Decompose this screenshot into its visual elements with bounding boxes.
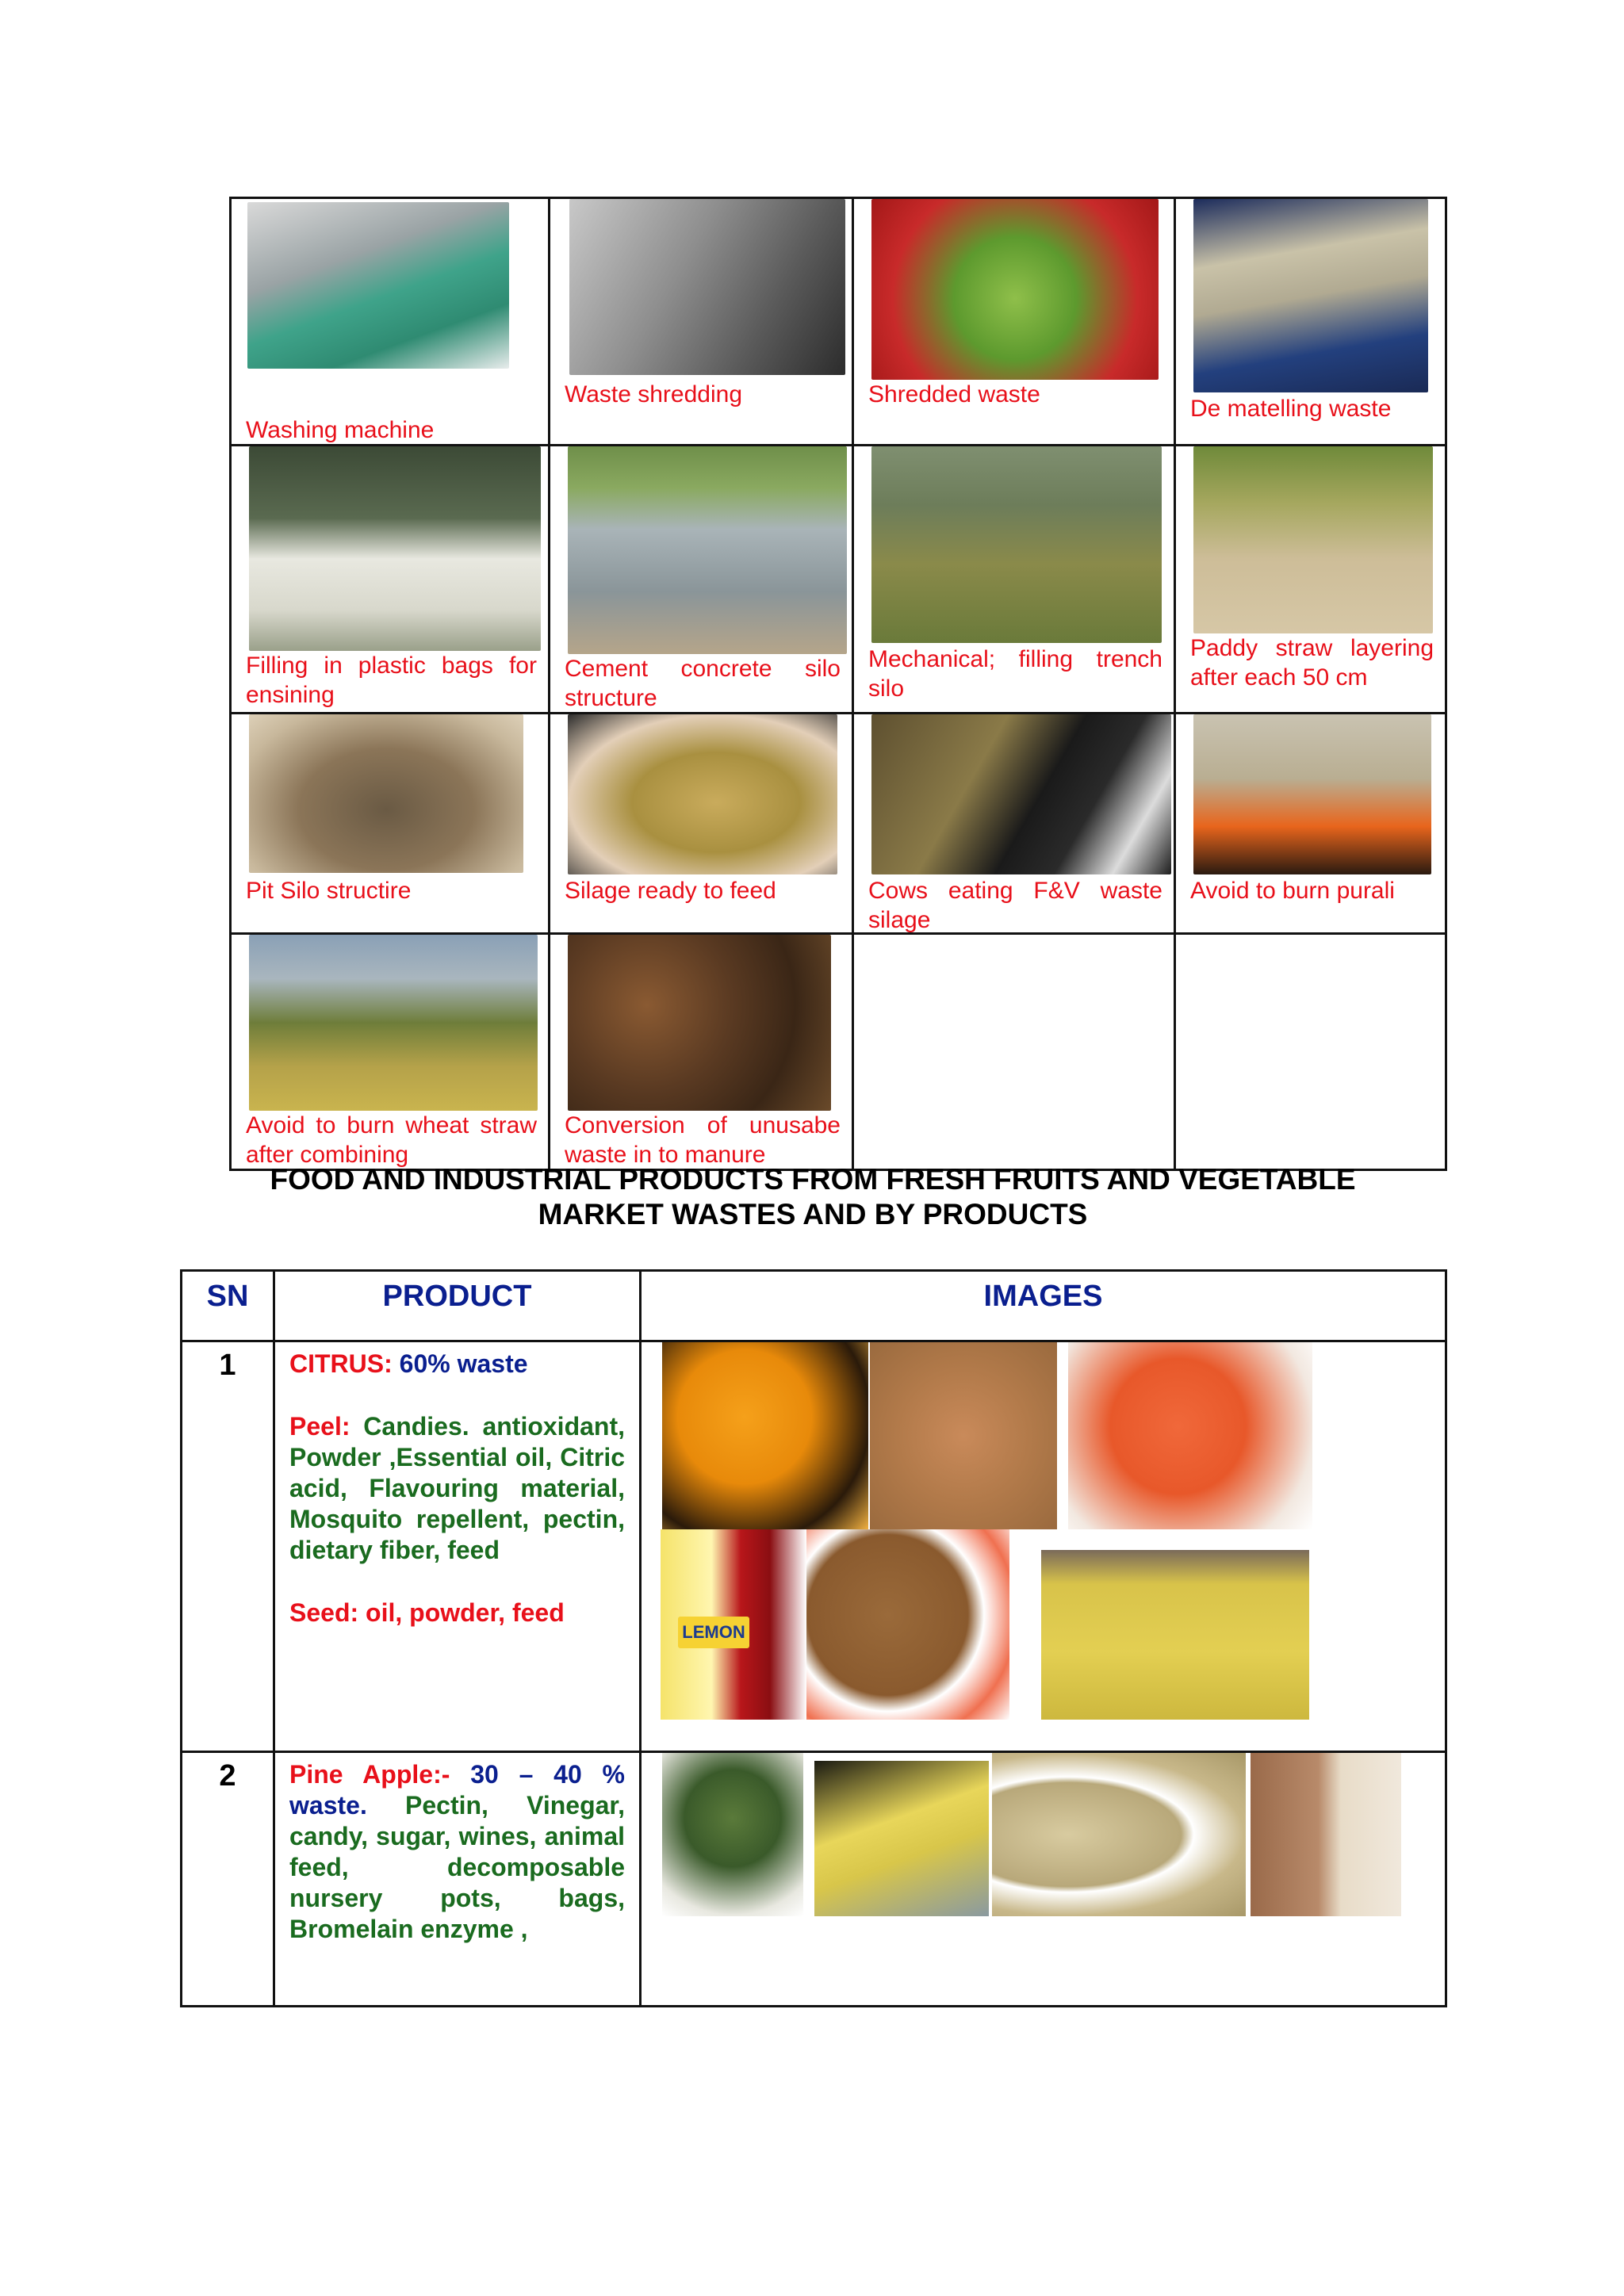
section-heading <box>190 1162 1435 1232</box>
photo-fiber-bags <box>1251 1753 1401 1916</box>
photo-burning-purali <box>1193 714 1431 874</box>
photo-cell <box>853 198 1175 446</box>
photo-concrete-silo <box>568 446 847 654</box>
photo-cell <box>853 714 1175 934</box>
photo-orange-peel <box>662 1342 868 1529</box>
photo-pit-silo <box>249 714 523 873</box>
product-table <box>180 1269 1447 2007</box>
caption: De matelling waste <box>1190 396 1392 422</box>
citrus-images <box>641 1341 1446 1752</box>
photo-cows-eating <box>871 714 1171 874</box>
photo-cell <box>231 934 550 1170</box>
photo-waste-shredding <box>569 199 845 375</box>
photo-silage-ready <box>568 714 837 874</box>
caption: Shredded waste <box>868 381 1040 408</box>
photo-plastic-bags <box>249 446 541 651</box>
photo-wheat-straw <box>249 935 538 1111</box>
caption: Waste shredding <box>565 381 743 408</box>
caption: Avoid to burn purali <box>1190 878 1395 904</box>
empty-cell <box>1175 934 1446 1170</box>
caption: Pit Silo structire <box>246 878 412 904</box>
photo-shredded-waste <box>871 199 1159 380</box>
photo-pineapple-candy <box>814 1761 989 1916</box>
peel-label: Peel: <box>289 1412 350 1441</box>
photo-candied-peel <box>1068 1342 1312 1529</box>
photo-grid <box>229 197 1447 1171</box>
photo-cell <box>550 934 853 1170</box>
photo-peel-powder <box>806 1529 1009 1720</box>
photo-cell <box>231 446 550 714</box>
photo-cell <box>853 446 1175 714</box>
row-sn: 2 <box>182 1752 274 2007</box>
caption: Mechanical; filling trench silo <box>868 646 1162 702</box>
photo-lemon-oil-bottle <box>661 1529 806 1720</box>
product-name: Pine Apple:- <box>289 1760 450 1789</box>
photo-nursery-pots <box>992 1753 1246 1916</box>
pineapple-images <box>641 1752 1446 2007</box>
photo-pineapple-crown <box>662 1753 803 1916</box>
bottle-label: LEMON <box>678 1617 749 1648</box>
row-sn: 1 <box>182 1341 274 1752</box>
photo-trench-silo <box>871 446 1162 643</box>
header-product: PRODUCT <box>274 1271 641 1341</box>
photo-citrus-seeds <box>870 1342 1057 1529</box>
photo-cell <box>231 714 550 934</box>
photo-cell <box>550 198 853 446</box>
heading-line-2: MARKET WASTES AND BY PRODUCTS <box>538 1198 1088 1230</box>
photo-paddy-straw <box>1193 446 1433 633</box>
photo-dried-pulp <box>1041 1550 1309 1720</box>
photo-cell <box>550 446 853 714</box>
photo-cell <box>1175 714 1446 934</box>
photo-washing-machine <box>247 202 509 369</box>
header-sn: SN <box>182 1271 274 1341</box>
product-name: CITRUS: <box>289 1349 393 1378</box>
photo-de-matelling <box>1193 199 1428 392</box>
photo-cell <box>1175 198 1446 446</box>
photo-cell <box>1175 446 1446 714</box>
seed-products: Seed: oil, powder, feed <box>289 1598 565 1627</box>
caption: Washing machine <box>246 417 435 443</box>
caption: Cement concrete silo structure <box>565 656 841 711</box>
empty-cell <box>853 934 1175 1170</box>
caption: Conversion of unusabe waste in to manure <box>565 1112 841 1168</box>
heading-line-1: FOOD AND INDUSTRIAL PRODUCTS FROM FRESH FRUITS AND VEGETABLE <box>270 1163 1356 1196</box>
photo-cell <box>550 714 853 934</box>
photo-manure <box>568 935 831 1111</box>
waste-percent: 30 – 40 % waste. <box>289 1760 626 1820</box>
caption: Paddy straw layering after each 50 cm <box>1190 635 1434 691</box>
product-description <box>274 1752 641 2007</box>
photo-cell <box>231 198 550 446</box>
caption: Cows eating F&V waste silage <box>868 878 1162 933</box>
caption: Silage ready to feed <box>565 878 776 904</box>
peel-products: Candies. antioxidant, Powder ,Essential oil, Citric acid, Flavouring material, Mosquito repellent, pectin, dietary fiber, feed <box>289 1412 626 1564</box>
caption: Filling in plastic bags for ensining <box>246 652 537 708</box>
caption: Avoid to burn wheat straw after combining <box>246 1112 537 1168</box>
product-description <box>274 1341 641 1752</box>
waste-percent: 60% waste <box>399 1349 528 1378</box>
pineapple-products: Pectin, Vinegar, candy, sugar, wines, animal feed, decomposable nursery pots, bags, Bromelain enzyme , <box>289 1791 626 1943</box>
header-images: IMAGES <box>641 1271 1446 1341</box>
